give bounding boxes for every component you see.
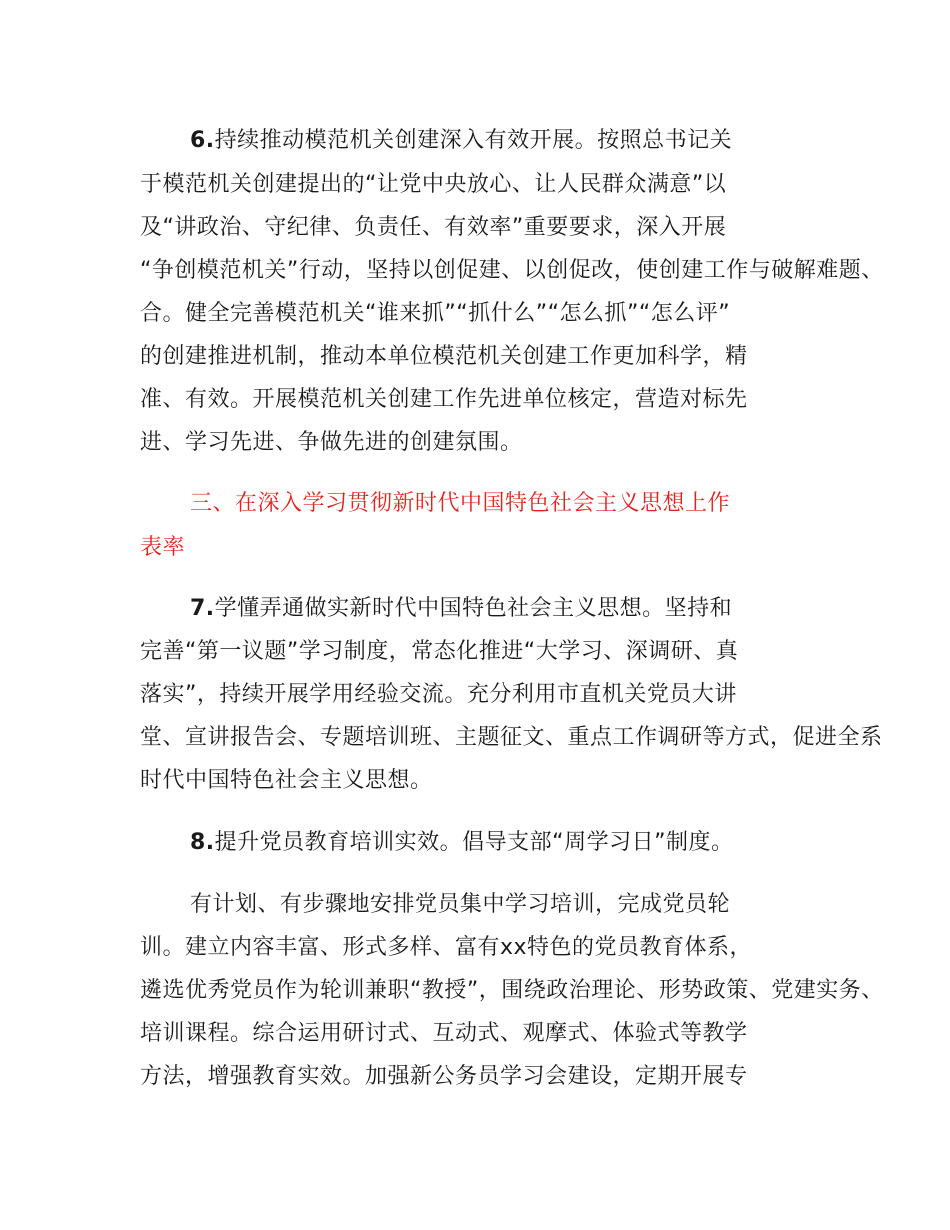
paragraph-7-line-3: 落实”，持续开展学用经验交流。充分利用市直机关党员大讲 — [140, 682, 737, 707]
paragraph-7-line-2: 完善“第一议题”学习制度，常态化推进“大学习、深调研、真 — [140, 639, 739, 664]
paragraph-6-line-2: 于模范机关创建提出的“让党中央放心、让人民群众满意”以 — [140, 172, 727, 197]
paragraph-6-line-7: 准、有效。开展模范机关创建工作先进单位核定，营造对标先 — [140, 387, 748, 412]
paragraph-6-text: 持续推动模范机关创建深入有效开展。按照总书记关 — [214, 128, 733, 153]
paragraph-6-line-8: 进、学习先进、争做先进的创建氛围。 — [140, 430, 523, 455]
paragraph-9-line-4: 培训课程。综合运用研讨式、互动式、观摩式、体验式等教学 — [140, 1021, 748, 1046]
section-heading-3-line-1: 三、在深入学习贯彻新时代中国特色社会主义思想上作 — [190, 491, 731, 516]
paragraph-8-text: 提升党员教育培训实效。倡导支部“周学习日”制度。 — [214, 830, 734, 855]
paragraph-7-line-5: 时代中国特色社会主义思想。 — [140, 768, 433, 793]
paragraph-8-line-1 — [190, 828, 733, 858]
section-heading-3-line-2: 表率 — [140, 535, 186, 560]
paragraph-6-line-3: 及“讲政治、守纪律、负责任、有效率”重要要求，深入开展 — [140, 215, 727, 240]
paragraph-7-text: 学懂弄通做实新时代中国特色社会主义思想。坚持和 — [214, 596, 733, 621]
paragraph-6-line-4: “争创模范机关”行动，坚持以创促建、以创促改，使创建工作与破解难题、 — [140, 258, 884, 283]
paragraph-6-number: 6. — [190, 128, 215, 153]
paragraph-6-line-1 — [190, 126, 732, 156]
paragraph-9-line-1: 有计划、有步骤地安排党员集中学习培训，完成党员轮 — [190, 892, 731, 917]
paragraph-6-line-6: 的创建推进机制，推动本单位模范机关创建工作更加科学，精 — [140, 344, 748, 369]
paragraph-6-line-5: 合。健全完善模范机关“谁来抓”“抓什么”“怎么抓”“怎么评” — [140, 301, 731, 326]
paragraph-7-line-1 — [190, 594, 732, 624]
paragraph-9-line-3: 遴选优秀党员作为轮训兼职“教授”，围绕政治理论、形势政策、党建实务、 — [140, 978, 884, 1003]
paragraph-9-line-5: 方法，增强教育实效。加强新公务员学习会建设，定期开展专 — [140, 1064, 748, 1089]
paragraph-7-number: 7. — [190, 596, 215, 621]
paragraph-8-number: 8. — [190, 830, 215, 855]
paragraph-7-line-4: 堂、宣讲报告会、专题培训班、主题征文、重点工作调研等方式，促进全系 — [140, 725, 883, 750]
paragraph-9-line-2: 训。建立内容丰富、形式多样、富有xx特色的党员教育体系， — [140, 935, 753, 960]
